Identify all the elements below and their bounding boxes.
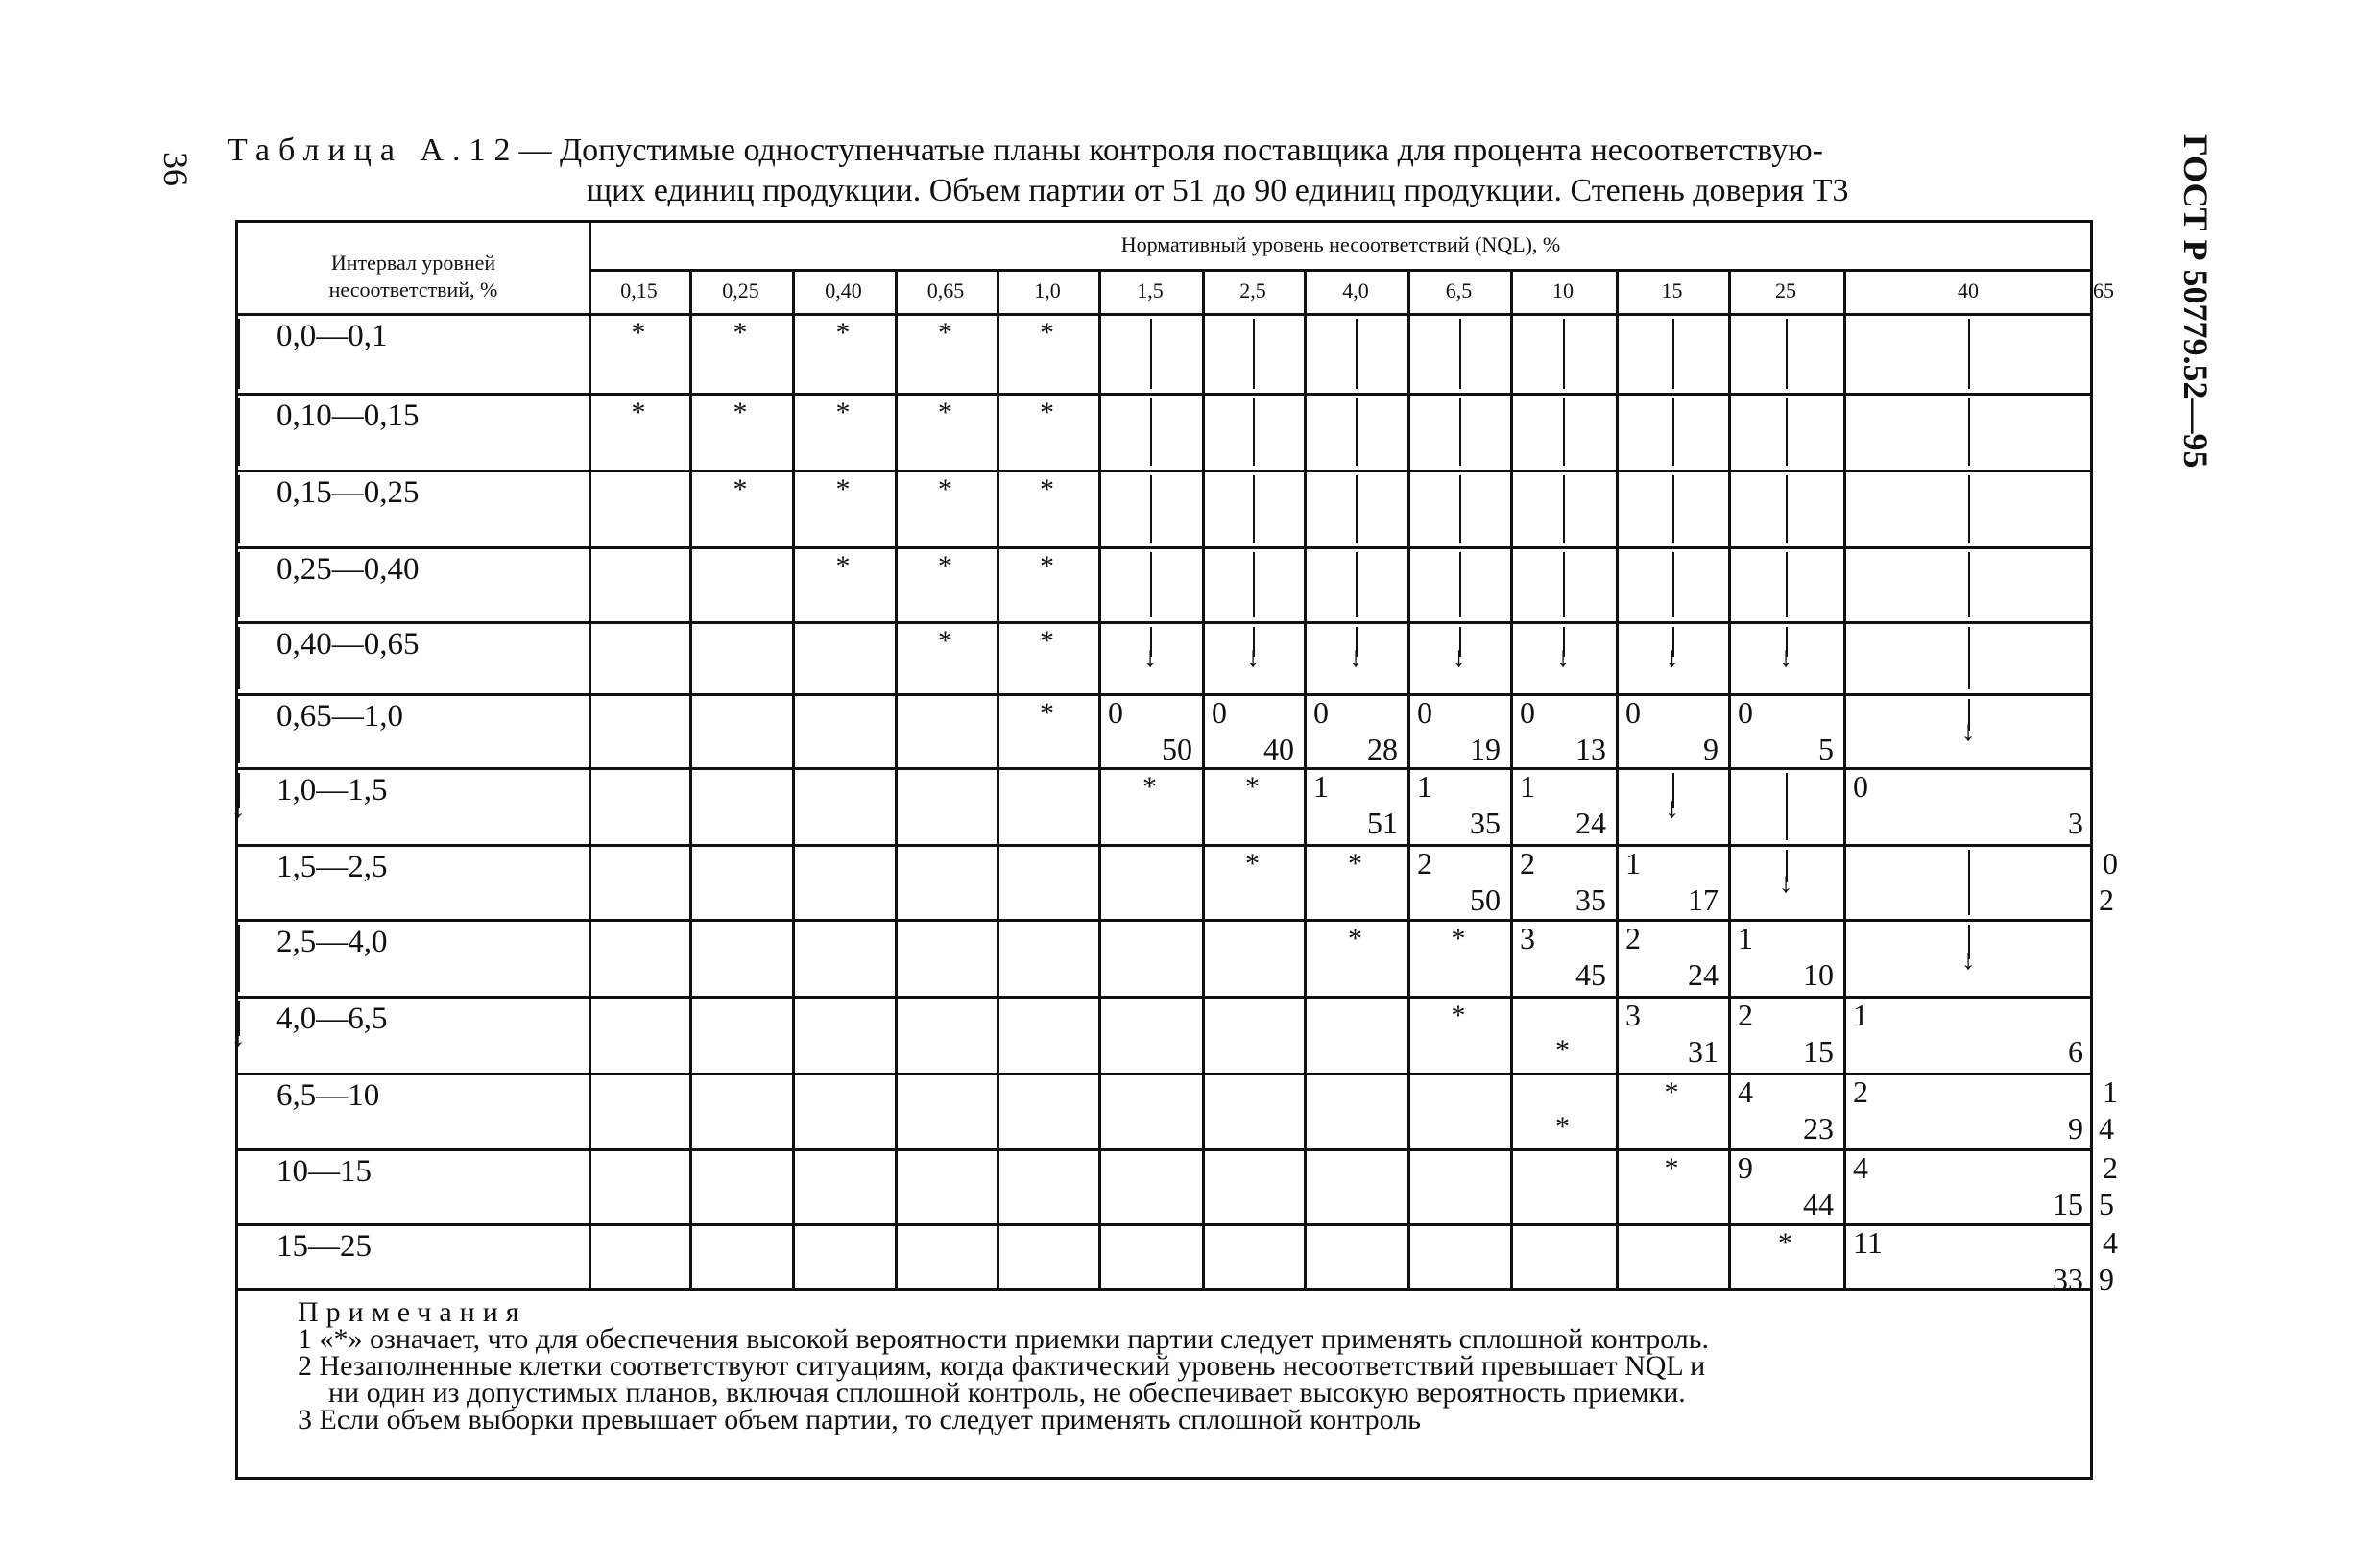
cell-sample-size: 2 [2099, 882, 2114, 917]
cell-sample-size: 5 [1818, 732, 1834, 766]
cell-sample-size: 17 [1688, 882, 1719, 917]
arrow-line [1968, 398, 1970, 466]
grid-hline [238, 1223, 2093, 1226]
cell-acceptance-number: 4 [1853, 1150, 1868, 1185]
arrow-line [1356, 319, 1358, 389]
arrow-line [238, 627, 240, 689]
note-2: 2 Незаполненные клетки соответствуют ситуациям, когда фактический уровень несоответствий превышает NQL и [298, 1350, 1706, 1382]
cell-star: * [1040, 550, 1054, 582]
arrow-line [1786, 398, 1788, 466]
grid-hline [238, 919, 2093, 922]
cell-acceptance-number: 2 [1738, 998, 1753, 1032]
cell-acceptance-number: 1 [1313, 769, 1329, 804]
cell-sample-size: 23 [1803, 1111, 1834, 1146]
arrow-line [1150, 475, 1152, 543]
cell-acceptance-number: 9 [1738, 1150, 1753, 1185]
arrow-line [1968, 850, 1970, 915]
grid-hline [238, 393, 2093, 396]
row-label: 15—25 [276, 1229, 372, 1264]
column-header: 1,0 [1034, 278, 1061, 302]
cell-acceptance-number: 0 [1625, 695, 1641, 730]
cell-acceptance-number: 11 [1853, 1225, 1883, 1260]
page-number: 36 [156, 152, 195, 186]
cell-star: * [1348, 848, 1362, 880]
cell-star: * [1142, 771, 1157, 803]
column-header: 0,40 [825, 278, 862, 302]
cell-star: * [938, 625, 952, 657]
grid-hline [238, 621, 2093, 624]
arrow-line [1672, 475, 1674, 543]
cell-sample-size: 35 [1575, 882, 1606, 917]
cell-sample-size: 33 [2053, 1262, 2083, 1296]
row-label: 1,0—1,5 [276, 773, 388, 808]
notes-title: Примечания [298, 1296, 527, 1328]
arrow-line [1968, 627, 1970, 689]
column-header: 0,25 [722, 278, 759, 302]
note-2-continued: ни один из допустимых планов, включая сплошной контроль, не обеспечивает высокую вероятность приемки. [328, 1377, 1686, 1409]
cell-sample-size: 10 [1803, 957, 1834, 992]
cell-star: * [1451, 923, 1466, 954]
cell-sample-size: 28 [1367, 732, 1398, 766]
cell-acceptance-number: 1 [1625, 846, 1641, 880]
row-label: 0,15—0,25 [276, 475, 420, 510]
arrow-line [1253, 319, 1255, 389]
cell-star: * [835, 397, 851, 428]
down-arrow-icon: ↓ [1348, 641, 1363, 673]
arrow-line [1563, 475, 1565, 543]
row-label: 4,0—6,5 [276, 1001, 388, 1036]
arrow-line [1786, 773, 1788, 840]
arrow-line [1968, 475, 1970, 543]
down-arrow-icon: ↓ [1555, 641, 1571, 673]
arrow-line [1459, 475, 1461, 543]
arrow-line [1459, 398, 1461, 466]
arrow-line [1459, 319, 1461, 389]
table-caption-label: Таблица А.12 [228, 133, 519, 168]
arrow-line [1563, 398, 1565, 466]
down-arrow-icon: ↓ [1778, 641, 1793, 673]
down-arrow-icon: ↓ [1452, 641, 1466, 673]
column-header: 0,65 [926, 278, 965, 302]
table-caption-text: — Допустимые одноступенчатые планы контроля поставщика для процента несоответствую- [518, 133, 1823, 168]
arrow-line [238, 552, 240, 617]
standard-text: ГОСТ Р 50779.52—95 [2176, 134, 2215, 469]
row-header: Интервал уровней несоответствий, % [328, 251, 498, 302]
cell-acceptance-number: 0 [2103, 846, 2118, 880]
cell-star: * [1664, 1076, 1679, 1108]
grid-vline [1304, 269, 1307, 1288]
cell-acceptance-number: 1 [1520, 769, 1535, 804]
down-arrow-icon: ↓ [230, 792, 246, 824]
cell-sample-size: 9 [2099, 1262, 2114, 1296]
grid-vline [589, 223, 591, 1288]
down-arrow-icon: ↓ [1960, 944, 1976, 976]
arrow-line [1356, 552, 1358, 617]
cell-star: * [1451, 1000, 1466, 1031]
grid-hline [238, 1288, 2093, 1291]
row-label: 6,5—10 [276, 1078, 380, 1113]
column-header: 1,5 [1137, 278, 1164, 302]
arrow-line [1672, 319, 1674, 389]
arrow-line [1786, 475, 1788, 543]
cell-star: * [631, 317, 646, 349]
note-1: 1 «*» означает, что для обеспечения высокой вероятности приемки партии следует применять сплошной контроль. [298, 1323, 1709, 1355]
cell-sample-size: 15 [2053, 1187, 2083, 1221]
cell-sample-size: 40 [1263, 732, 1294, 766]
cell-acceptance-number: 2 [1417, 846, 1432, 880]
grid-hline [238, 546, 2093, 549]
arrow-line [1786, 319, 1788, 389]
cell-star: * [1555, 1034, 1570, 1066]
grid-vline [1616, 269, 1619, 1288]
grid-vline [792, 269, 795, 1288]
cell-star: * [938, 317, 952, 349]
cell-star: * [1664, 1152, 1679, 1184]
arrow-line [1253, 552, 1255, 617]
arrow-line [1356, 475, 1358, 543]
cell-acceptance-number: 4 [2103, 1225, 2118, 1260]
cell-acceptance-number: 0 [1212, 695, 1227, 730]
column-header: 4,0 [1342, 278, 1369, 302]
note-3: 3 Если объем выборки превышает объем партии, то следует применять сплошной контроль [298, 1404, 1421, 1435]
cell-acceptance-number: 2 [1853, 1074, 1868, 1109]
cell-star: * [1040, 625, 1054, 657]
cell-acceptance-number: 0 [1313, 695, 1329, 730]
cell-sample-size: 35 [1470, 806, 1501, 840]
arrow-line [238, 475, 240, 543]
down-arrow-icon: ↓ [1665, 641, 1679, 673]
row-label: 0,40—0,65 [276, 627, 420, 662]
grid-hline [238, 844, 2093, 847]
down-arrow-icon: ↓ [1142, 641, 1158, 673]
cell-star: * [733, 397, 748, 428]
cell-sample-size: 13 [1575, 732, 1606, 766]
cell-star: * [1778, 1227, 1792, 1259]
grid-hline [238, 693, 2093, 696]
cell-star: * [835, 550, 851, 582]
cell-sample-size: 3 [2068, 806, 2083, 840]
row-label: 0,65—1,0 [276, 699, 403, 734]
cell-acceptance-number: 1 [1853, 998, 1868, 1032]
cell-sample-size: 45 [1575, 957, 1606, 992]
grid-hline [589, 269, 2093, 272]
table-caption-line1 [228, 133, 1823, 169]
cell-star: * [835, 317, 851, 349]
arrow-line [1150, 319, 1152, 389]
column-header: 10 [1552, 278, 1574, 302]
grid-vline [1202, 269, 1205, 1288]
cell-star: * [1040, 317, 1054, 349]
row-label: 10—15 [276, 1154, 372, 1189]
grid-hline [238, 767, 2093, 770]
column-header: 6,5 [1445, 278, 1473, 302]
row-label: 2,5—4,0 [276, 925, 388, 959]
cell-sample-size: 50 [1162, 732, 1192, 766]
cell-sample-size: 6 [2068, 1034, 2083, 1069]
cell-sample-size: 24 [1575, 806, 1606, 840]
arrow-line [1150, 552, 1152, 617]
arrow-line [1356, 398, 1358, 466]
cell-sample-size: 19 [1470, 732, 1501, 766]
arrow-line [1968, 552, 1970, 617]
grid-vline [1407, 269, 1410, 1288]
grid-hline [238, 996, 2093, 999]
grid-vline [1098, 269, 1101, 1288]
cell-acceptance-number: 0 [1108, 695, 1123, 730]
cell-sample-size: 31 [1688, 1034, 1719, 1069]
standard-designation [2176, 134, 2225, 519]
cell-sample-size: 9 [2068, 1111, 2083, 1146]
grid-hline [238, 1073, 2093, 1075]
cell-star: * [1040, 473, 1054, 505]
cell-star: * [1245, 771, 1260, 803]
cell-sample-size: 15 [1803, 1034, 1834, 1069]
arrow-line [1672, 398, 1674, 466]
cell-star: * [1040, 697, 1054, 729]
cell-star: * [938, 550, 952, 582]
row-label: 0,10—0,15 [276, 398, 420, 433]
cell-acceptance-number: 0 [1853, 769, 1868, 804]
arrow-line [1786, 552, 1788, 617]
cell-star: * [733, 317, 748, 349]
row-label: 0,0—0,1 [276, 319, 388, 353]
cell-acceptance-number: 0 [1738, 695, 1753, 730]
cell-acceptance-number: 1 [1738, 921, 1753, 955]
column-group-header: Нормативный уровень несоответствий (NQL), % [1120, 232, 1561, 256]
down-arrow-icon: ↓ [1778, 867, 1793, 899]
column-header: 2,5 [1239, 278, 1266, 302]
cell-acceptance-number: 2 [1625, 921, 1641, 955]
cell-acceptance-number: 4 [1738, 1074, 1753, 1109]
cell-sample-size: 51 [1367, 806, 1398, 840]
arrow-line [1253, 398, 1255, 466]
column-header: 25 [1775, 278, 1796, 302]
cell-acceptance-number: 1 [1417, 769, 1432, 804]
cell-acceptance-number: 2 [1520, 846, 1535, 880]
row-label: 0,25—0,40 [276, 552, 420, 587]
notes [298, 1296, 1709, 1435]
arrow-line [1968, 319, 1970, 389]
arrow-line [238, 398, 240, 466]
cell-star: * [938, 397, 952, 428]
arrow-line [238, 319, 240, 389]
arrow-line [1563, 319, 1565, 389]
grid-hline [238, 1148, 2093, 1151]
column-header: 65 [2093, 278, 2114, 302]
cell-star: * [733, 473, 748, 505]
cell-sample-size: 9 [1703, 732, 1719, 766]
row-label: 1,5—2,5 [276, 850, 388, 884]
down-arrow-icon: ↓ [230, 1021, 246, 1052]
grid-vline [1510, 269, 1513, 1288]
cell-acceptance-number: 0 [1417, 695, 1432, 730]
grid-hline [238, 313, 2093, 316]
arrow-line [1672, 552, 1674, 617]
arrow-line [1459, 552, 1461, 617]
cell-sample-size: 50 [1470, 882, 1501, 917]
column-header: 15 [1661, 278, 1683, 302]
cell-star: * [1040, 397, 1054, 428]
data-table [230, 220, 2118, 1480]
arrow-line [238, 925, 240, 992]
cell-star: * [835, 473, 851, 505]
down-arrow-icon: ↓ [1665, 792, 1679, 824]
down-arrow-icon: ↓ [1960, 715, 1976, 747]
grid-vline [1728, 269, 1731, 1288]
down-arrow-icon: ↓ [1245, 641, 1261, 673]
arrow-line [1253, 475, 1255, 543]
arrow-line [1563, 552, 1565, 617]
column-header: 0,15 [620, 278, 658, 302]
cell-star: * [1555, 1111, 1570, 1143]
arrow-line [1150, 398, 1152, 466]
cell-acceptance-number: 3 [1520, 921, 1535, 955]
grid-vline [997, 269, 999, 1288]
cell-acceptance-number: 2 [2103, 1150, 2118, 1185]
grid-hline [238, 470, 2093, 472]
cell-acceptance-number: 1 [2103, 1074, 2118, 1109]
table-caption-line2: щих единиц продукции. Объем партии от 51 до 90 единиц продукции. Степень доверия Т3 [587, 173, 1849, 208]
arrow-line [238, 699, 240, 763]
cell-sample-size: 44 [1803, 1187, 1834, 1221]
cell-sample-size: 4 [2099, 1111, 2114, 1146]
cell-sample-size: 24 [1688, 957, 1719, 992]
grid-vline [689, 269, 692, 1288]
cell-star: * [1348, 923, 1362, 954]
cell-acceptance-number: 3 [1625, 998, 1641, 1032]
column-header: 40 [1958, 278, 1979, 302]
cell-acceptance-number: 0 [1520, 695, 1535, 730]
cell-star: * [631, 397, 646, 428]
cell-star: * [938, 473, 952, 505]
grid-vline [895, 269, 898, 1288]
cell-star: * [1245, 848, 1260, 880]
cell-sample-size: 5 [2099, 1187, 2114, 1221]
grid-vline [1843, 269, 1846, 1288]
